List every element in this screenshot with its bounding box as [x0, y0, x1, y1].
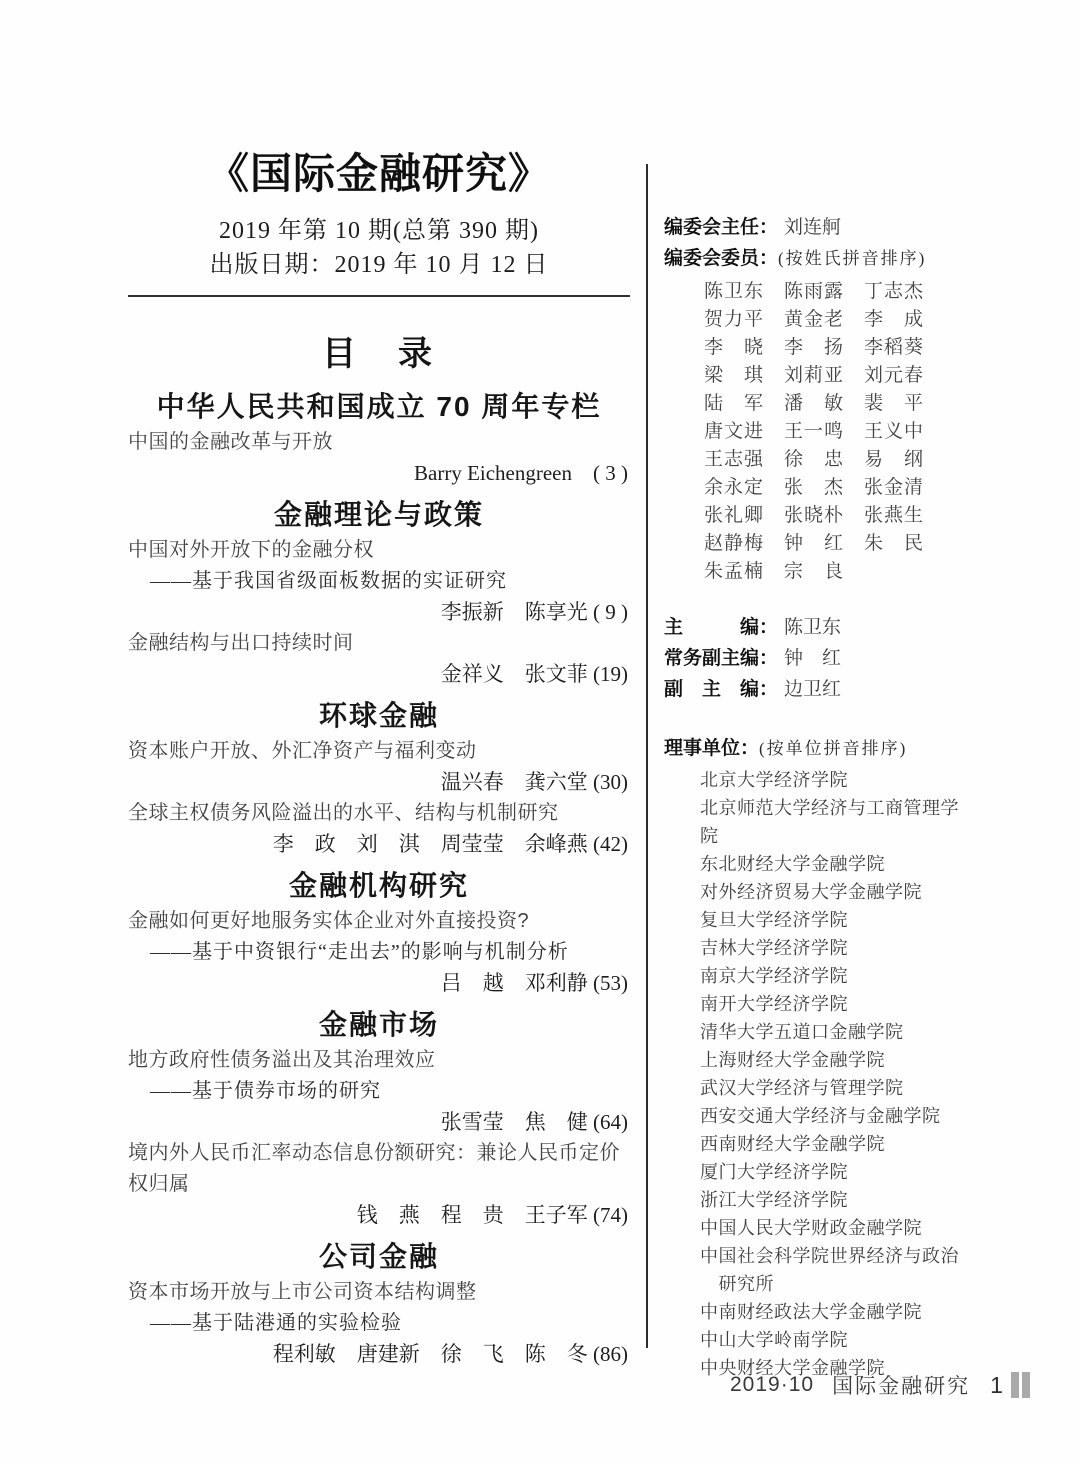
article-authors-page: 吕 越 邓利静 (53): [440, 971, 628, 995]
editorial-members-list: [664, 278, 974, 586]
council-unit: 上海财经大学金融学院: [700, 1050, 885, 1070]
publish-date-line: 出版日期：2019 年 10 月 12 日: [209, 252, 549, 278]
editorial-member-row: 唐文进 王一鸣 王义中: [704, 421, 925, 442]
editorial-members-note: (按姓氏拼音排序): [778, 249, 927, 268]
article-authors-page: 程利敏 唐建新 徐 飞 陈 冬 (86): [272, 1342, 628, 1366]
section-heading: 中华人民共和国成立 70 周年专栏: [156, 391, 602, 422]
council-unit: 对外经济贸易大学金融学院: [700, 882, 922, 902]
article-authors-page: 钱 燕 程 贵 王子军 (74): [356, 1203, 628, 1227]
article-authors-page: 温兴春 龚六堂 (30): [440, 770, 628, 794]
article-authors-page: 李振新 陈享光 ( 9 ): [440, 600, 628, 624]
council-unit: 复旦大学经济学院: [700, 910, 848, 930]
council-label-row: [664, 733, 974, 764]
managing-deputy-editor-label: 常务副主编：: [664, 648, 779, 669]
deputy-editor-label: 副 主 编：: [664, 679, 779, 700]
article-subtitle: ——基于我国省级面板数据的实证研究: [150, 570, 507, 592]
toc-article: [128, 1277, 630, 1370]
editorial-member-row: 李 晓 李 扬 李稻葵: [704, 337, 925, 358]
council-units-list: [664, 766, 974, 1382]
editors-block: [664, 612, 974, 705]
article-authors-page: Barry Eichengreen ( 3 ): [414, 461, 628, 485]
editorial-member-row: 张礼卿 张晓朴 张燕生: [704, 505, 925, 526]
editorial-column: [664, 212, 974, 1382]
editorial-director-label: 编委会主任：: [664, 217, 779, 238]
chief-editor-row: [664, 612, 974, 643]
page-footer: [730, 1370, 1030, 1400]
council-unit: 西安交通大学经济与金融学院: [700, 1106, 941, 1126]
editorial-member-row: 余永定 张 杰 张金清: [704, 477, 925, 498]
toc-section: [128, 1007, 630, 1231]
section-heading: 金融理论与政策: [273, 499, 484, 530]
article-title: 中国对外开放下的金融分权: [128, 539, 374, 561]
toc-sections: [128, 389, 630, 1370]
article-subtitle: ——基于陆港通的实验检验: [150, 1312, 402, 1334]
editorial-members-label-row: [664, 243, 974, 274]
article-title: 全球主权债务风险溢出的水平、结构与机制研究: [128, 802, 559, 824]
editorial-member-row: 贺力平 黄金老 李 成: [704, 309, 925, 330]
council-unit: 南京大学经济学院: [700, 966, 848, 986]
article-subtitle: ——基于中资银行“走出去”的影响与机制分析: [150, 941, 569, 963]
toc-article: [128, 1045, 630, 1138]
toc-article: [128, 906, 630, 999]
article-authors-page: 张雪莹 焦 健 (64): [440, 1110, 628, 1134]
council-unit: 清华大学五道口金融学院: [700, 1022, 904, 1042]
council-unit: 东北财经大学金融学院: [700, 854, 885, 874]
council-unit: 西南财经大学金融学院: [700, 1134, 885, 1154]
editorial-member-row: 陈卫东 陈雨露 丁志杰: [704, 281, 925, 302]
article-title: 金融结构与出口持续时间: [128, 632, 354, 654]
article-title: 中国的金融改革与开放: [128, 431, 333, 453]
council-unit: 中南财经政法大学金融学院: [700, 1302, 922, 1322]
editorial-member-row: 陆 军 潘 敏 裴 平: [704, 393, 925, 414]
masthead-divider: [128, 295, 630, 297]
council-unit: 武汉大学经济与管理学院: [700, 1078, 904, 1098]
toc-section: [128, 1239, 630, 1370]
footer-page-number: 1: [990, 1371, 1003, 1398]
issue-line: 2019 年第 10 期(总第 390 期): [219, 218, 539, 244]
council-unit: 吉林大学经济学院: [700, 938, 848, 958]
article-title: 地方政府性债务溢出及其治理效应: [128, 1049, 436, 1071]
managing-deputy-editor-name: 钟 红: [784, 648, 842, 669]
toc-article: [128, 427, 630, 489]
council-label: 理事单位：: [664, 738, 760, 759]
footer-journal-name: 国际金融研究: [832, 1375, 971, 1398]
toc-section: [128, 497, 630, 690]
toc-article: [128, 736, 630, 798]
deputy-editor-row: [664, 674, 974, 705]
council-unit: 中国人民大学财政金融学院: [700, 1218, 922, 1238]
editorial-members-label: 编委会委员：: [664, 248, 779, 269]
article-title: 资本账户开放、外汇净资产与福利变动: [128, 740, 477, 762]
chief-editor-label: 主 编：: [664, 617, 779, 638]
footer-issue: 2019·10: [730, 1373, 815, 1396]
editorial-member-row: 王志强 徐 忠 易 纲: [704, 449, 925, 470]
toc-section: [128, 868, 630, 999]
column-divider: [646, 164, 648, 1348]
council-unit: 厦门大学经济学院: [700, 1162, 848, 1182]
toc-article: [128, 1138, 630, 1231]
council-unit: 研究所: [700, 1274, 774, 1294]
council-unit: 南开大学经济学院: [700, 994, 848, 1014]
council-unit: 中山大学岭南学院: [700, 1330, 848, 1350]
article-authors-page: 李 政 刘 淇 周莹莹 余峰燕 (42): [272, 832, 628, 856]
council-unit: 北京师范大学经济与工商管理学院: [700, 798, 959, 846]
toc-article: [128, 535, 630, 628]
council-note: (按单位拼音排序): [759, 739, 908, 758]
article-title: 资本市场开放与上市公司资本结构调整: [128, 1281, 477, 1303]
toc-title: 目 录: [322, 335, 436, 373]
editorial-director-name: 刘连舸: [784, 217, 842, 238]
editorial-member-row: 朱孟楠 宗 良: [704, 561, 845, 582]
council-unit: 浙江大学经济学院: [700, 1190, 848, 1210]
toc-section: [128, 698, 630, 860]
section-heading: 公司金融: [318, 1241, 439, 1272]
council-unit: 北京大学经济学院: [700, 770, 848, 790]
section-heading: 金融市场: [318, 1009, 439, 1040]
masthead: [128, 148, 630, 297]
binding-mark-bars-icon: [1011, 1372, 1030, 1398]
toc-column: [128, 148, 630, 1370]
council-unit: 中国社会科学院世界经济与政治: [700, 1246, 959, 1266]
journal-title: 《国际金融研究》: [206, 150, 551, 197]
chief-editor-name: 陈卫东: [784, 617, 842, 638]
article-subtitle: ——基于债券市场的研究: [150, 1080, 381, 1102]
article-title: 金融如何更好地服务实体企业对外直接投资?: [128, 910, 530, 932]
article-authors-page: 金祥义 张文菲 (19): [440, 662, 628, 686]
toc-article: [128, 798, 630, 860]
editorial-director-row: [664, 212, 974, 243]
section-heading: 环球金融: [318, 700, 439, 731]
managing-deputy-editor-row: [664, 643, 974, 674]
editorial-member-row: 赵静梅 钟 红 朱 民: [704, 533, 925, 554]
section-heading: 金融机构研究: [288, 870, 469, 901]
council-unit: 中央财经大学金融学院: [700, 1358, 885, 1378]
deputy-editor-name: 边卫红: [784, 679, 842, 700]
article-title: 境内外人民币汇率动态信息份额研究：兼论人民币定价权归属: [128, 1142, 620, 1195]
toc-article: [128, 628, 630, 690]
editorial-member-row: 梁 琪 刘莉亚 刘元春: [704, 365, 925, 386]
toc-section: [128, 389, 630, 489]
